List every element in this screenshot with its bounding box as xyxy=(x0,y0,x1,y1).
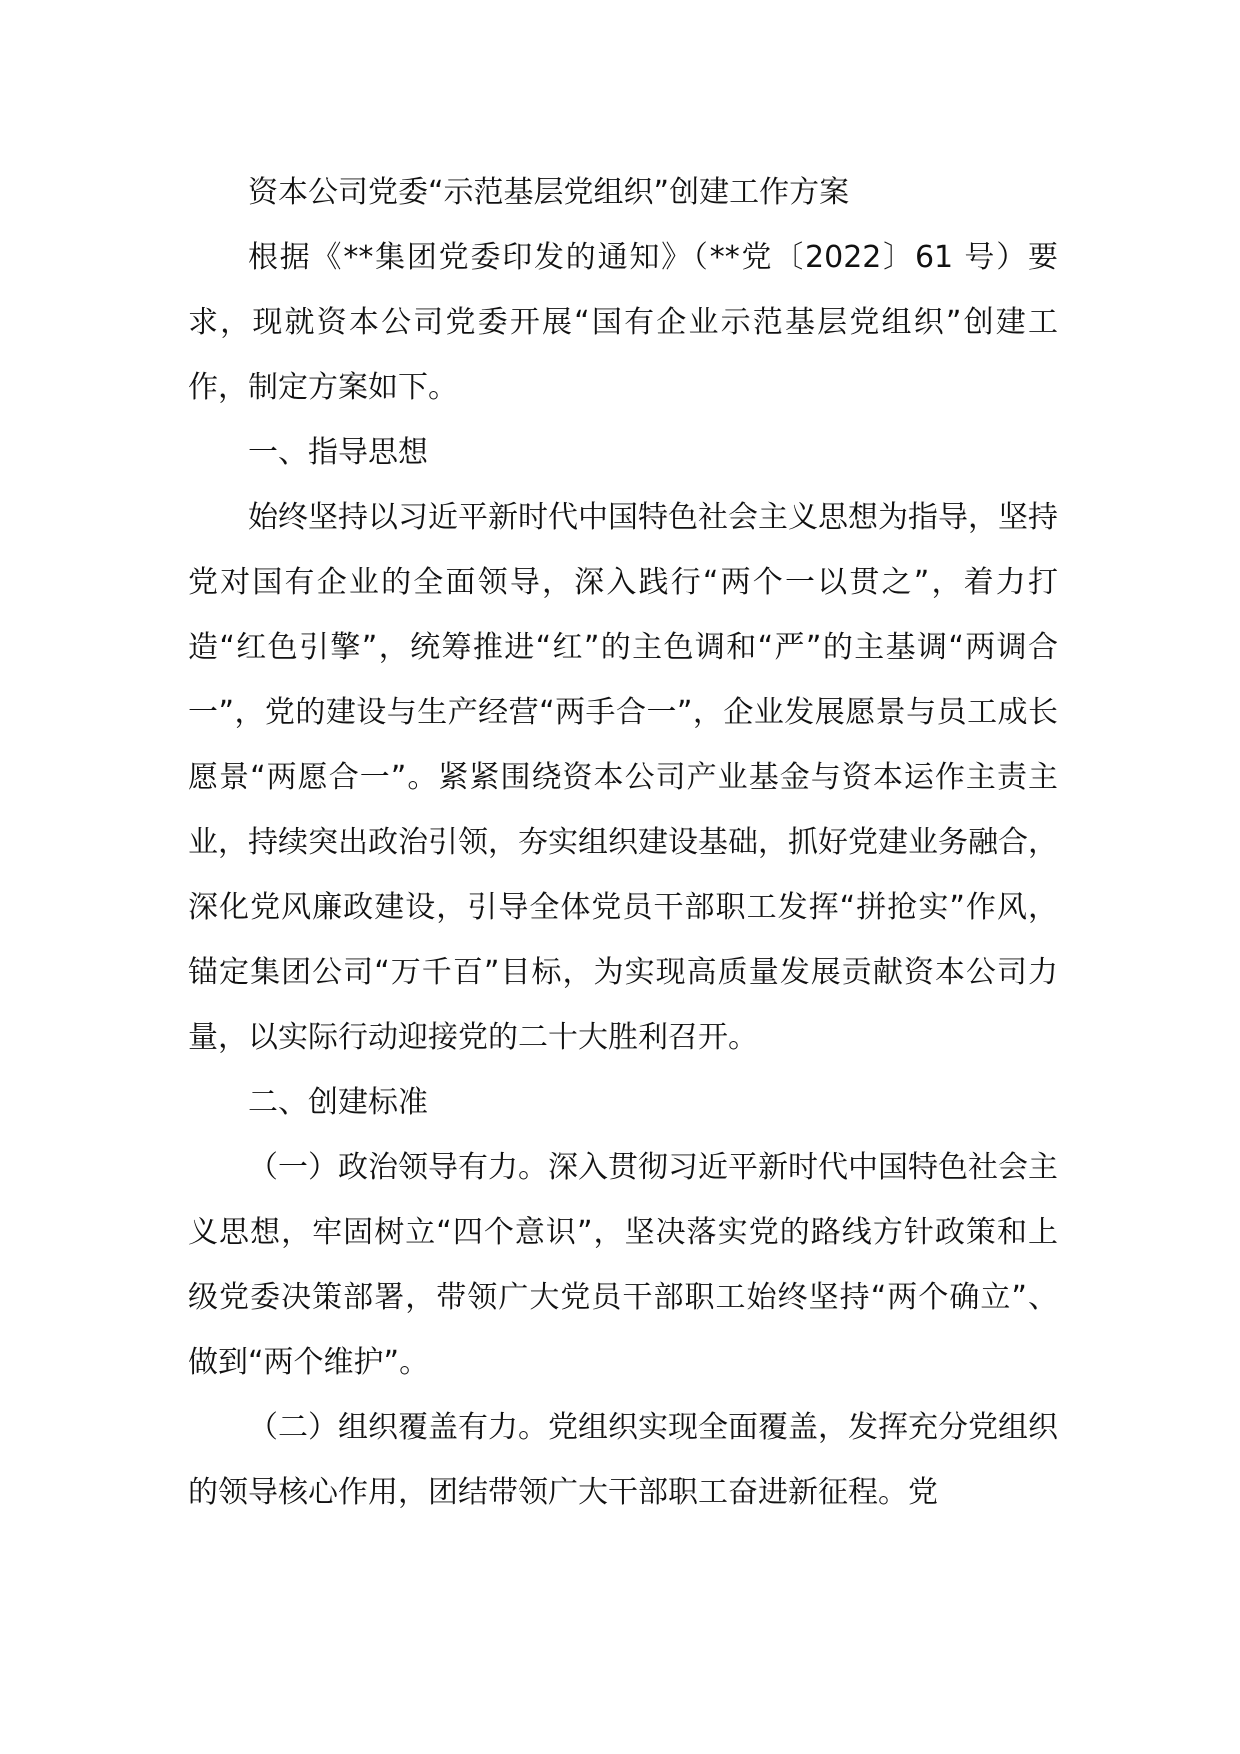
guiding-ideology-paragraph: 始终坚持以习近平新时代中国特色社会主义思想为指导，坚持党对国有企业的全面领导，深入践行“两个一以贯之”，着力打造“红色引擎”，统筹推进“红”的主色调和“严”的主基调“两调合一”，党的建设与生产经营“两手合一”，企业发展愿景与员工成长愿景“两愿合一”。紧紧围绕资本公司产业基金与资本运作主责主业，持续突出政治引领，夯实组织建设基础，抓好党建业务融合，深化党风廉政建设，引导全体党员干部职工发挥“拼抢实”作风，锚定集团公司“万千百”目标，为实现高质量发展贡献资本公司力量，以实际行动迎接党的二十大胜利召开。 xyxy=(188,500,1058,1055)
intro-paragraph: 根据《**集团党委印发的通知》（**党〔2022〕61 号）要求，现就资本公司党委开展“国有企业示范基层党组织”创建工作，制定方案如下。 xyxy=(188,240,1058,405)
section-heading-guiding-ideology: 一、指导思想 xyxy=(248,435,428,470)
standard-political-leadership-paragraph: （一）政治领导有力。深入贯彻习近平新时代中国特色社会主义思想，牢固树立“四个意识”，坚决落实党的路线方针政策和上级党委决策部署，带领广大党员干部职工始终坚持“两个确立”、做到“两个维护”。 xyxy=(188,1150,1058,1380)
section-heading-standards: 二、创建标准 xyxy=(248,1085,428,1120)
document-body xyxy=(188,160,1058,1525)
standard-organization-coverage-paragraph: （二）组织覆盖有力。党组织实现全面覆盖，发挥充分党组织的领导核心作用，团结带领广大干部职工奋进新征程。党 xyxy=(188,1410,1058,1510)
document-title: 资本公司党委“示范基层党组织”创建工作方案 xyxy=(248,175,850,210)
